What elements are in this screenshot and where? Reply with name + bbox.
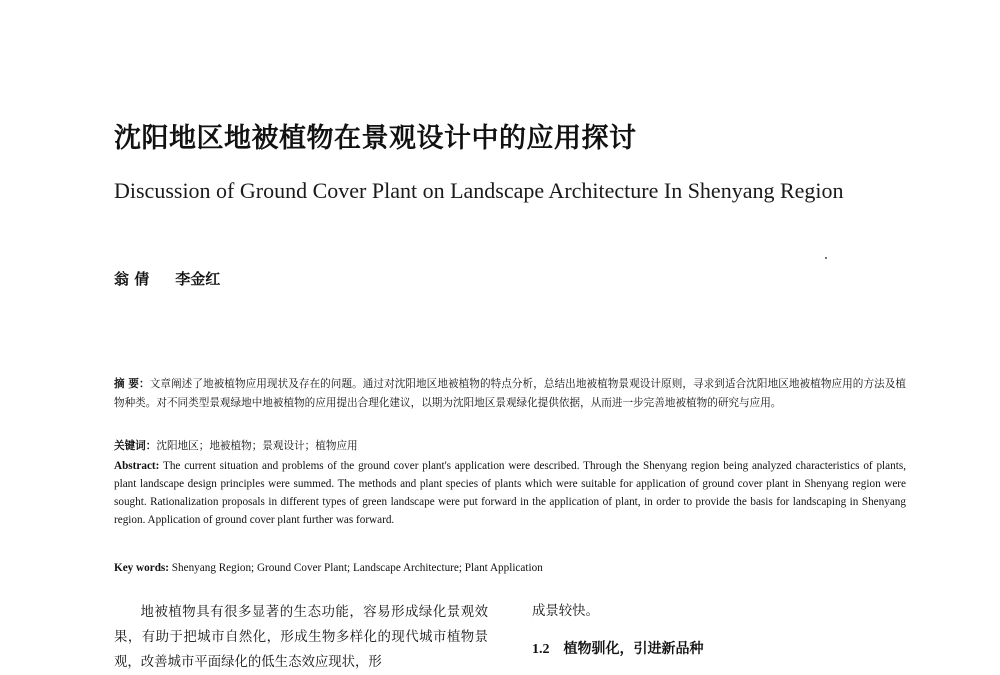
keywords-chinese xyxy=(114,437,906,455)
paper-title-chinese: 沈阳地区地被植物在景观设计中的应用探讨 xyxy=(114,123,637,154)
keywords-text-english: Shenyang Region; Ground Cover Plant; Landscape Architecture; Plant Application xyxy=(171,562,543,574)
author-list xyxy=(114,268,246,289)
section-number: 1.2 xyxy=(532,642,550,657)
keywords-label-chinese: 关键词： xyxy=(114,440,157,452)
section-heading xyxy=(532,638,704,658)
section-title: 植物驯化，引进新品种 xyxy=(563,641,704,657)
abstract-label-english: Abstract: xyxy=(114,460,160,472)
keywords-text-chinese: 沈阳地区；地被植物；景观设计；植物应用 xyxy=(156,440,358,452)
abstract-text-chinese: 文章阐述了地被植物应用现状及存在的问题。通过对沈阳地区地被植物的特点分析，总结出地被植物景观设计原则，寻求到适合沈阳地区地被植物应用的方法及植物种类。对不同类型景观绿地中地被植物的应用提出合理化建议，以期为沈阳地区景观绿化提供依据，从而进一步完善地被植物的研究与应用。 xyxy=(114,378,906,409)
body-text-left: 地被植物具有很多显著的生态功能，容易形成绿化景观效果，有助于把城市自然化，形成生物多样化的现代城市植物景观，改善城市平面绿化的低生态效应现状，形 xyxy=(114,605,488,670)
abstract-english xyxy=(114,457,906,529)
abstract-chinese xyxy=(114,375,906,412)
paper-title-english: Discussion of Ground Cover Plant on Landscape Architecture In Shenyang Region xyxy=(114,178,844,203)
scan-speck xyxy=(825,257,827,259)
abstract-text-english: The current situation and problems of the ground cover plant's application were described. Through the Shenyang region being analyzed characteristics of plants, plant landscape design principles were summed. The methods and plant species of plants which were suitable for application of ground cover plant in Shenyang region were sought. Rationalization proposals in different types of green landscape were put forward in the application of plant, in order to provide the basis for landscaping in Shenyang region. Application of ground cover plant further was forward. xyxy=(114,460,906,526)
keywords-english xyxy=(114,559,906,577)
author-name: 翁 倩 xyxy=(114,270,150,288)
abstract-label-chinese: 摘 要： xyxy=(114,378,150,390)
body-paragraph-right-continuation: 成景较快。 xyxy=(532,604,599,619)
author-name: 李金红 xyxy=(175,270,221,288)
keywords-label-english: Key words: xyxy=(114,562,169,574)
